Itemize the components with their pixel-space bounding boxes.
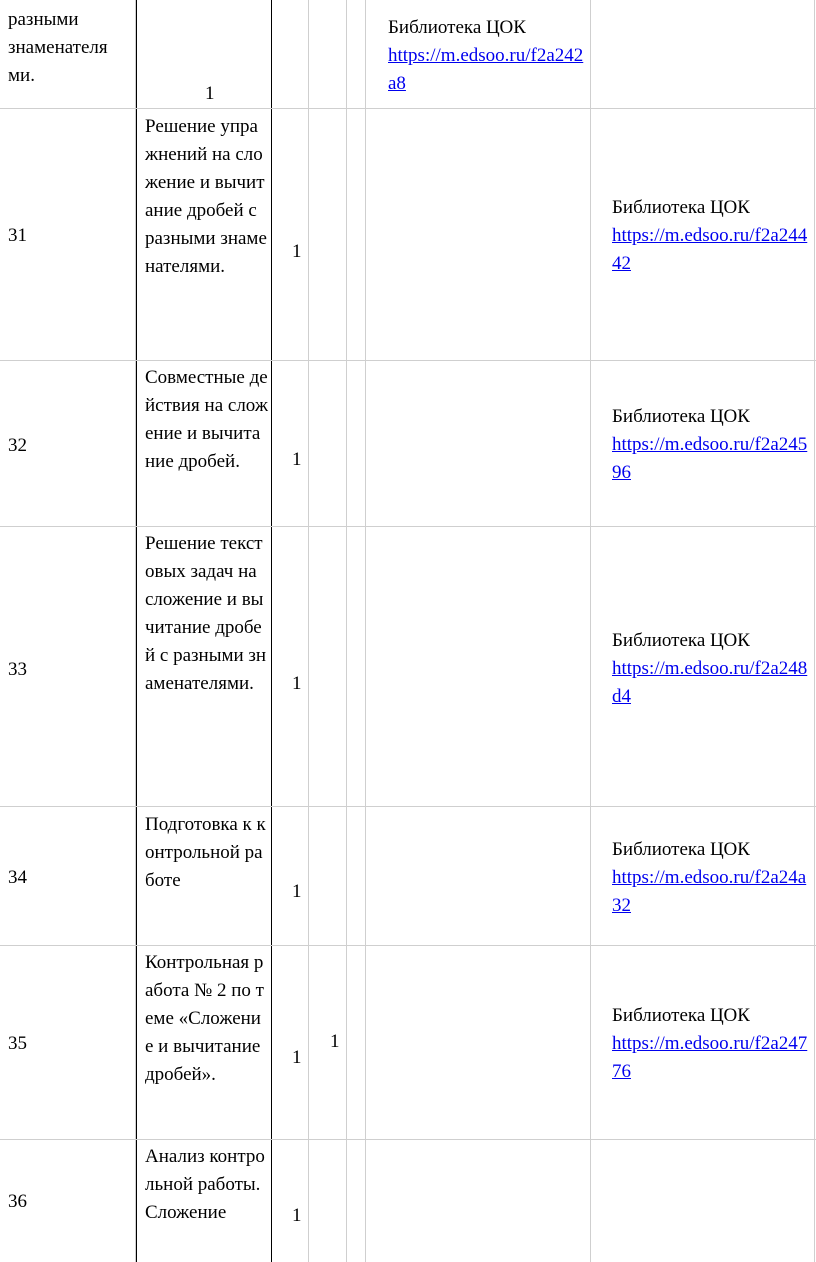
row-divider <box>0 360 816 361</box>
row-hours: 1 <box>292 673 302 694</box>
row-resource <box>612 403 812 487</box>
top-row-topic-line: знаменателя <box>8 37 108 58</box>
resource-label: Библиотека ЦОК <box>612 1005 750 1026</box>
row-number: 31 <box>8 225 27 246</box>
row-resource <box>612 194 812 278</box>
topic-row-divider <box>136 108 272 109</box>
row-divider <box>0 108 816 109</box>
row-resource <box>612 627 812 711</box>
top-row-topic <box>8 6 133 90</box>
row-resource <box>612 1002 812 1086</box>
top-row-topic-line: ми. <box>8 65 35 86</box>
row-hours: 1 <box>292 241 302 262</box>
row-number: 36 <box>8 1191 27 1212</box>
resource-label: Библиотека ЦОК <box>612 839 750 860</box>
resource-label: Библиотека ЦОК <box>612 630 750 651</box>
top-row-topic-line: разными <box>8 9 79 30</box>
resource-link[interactable]: https://m.edsoo.ru/f2a24442 <box>612 225 808 274</box>
row-topic: Контрольная работа № 2 по теме «Сложение и вычитание дробей». <box>145 952 264 1085</box>
row-divider <box>0 806 816 807</box>
resource-link[interactable]: https://m.edsoo.ru/f2a24776 <box>612 1033 808 1082</box>
row-topic: Совместные действия на сложение и вычитание дробей. <box>145 367 268 472</box>
topic-row-divider <box>136 360 272 361</box>
row-divider <box>0 945 816 946</box>
row-number: 35 <box>8 1033 27 1054</box>
resource-label: Библиотека ЦОК <box>612 406 750 427</box>
row-hours: 1 <box>292 1047 302 1068</box>
row-number: 33 <box>8 659 27 680</box>
row-hours: 1 <box>292 449 302 470</box>
row-topic: Подготовка к контрольной работе <box>145 814 266 891</box>
resource-link[interactable]: https://m.edsoo.ru/f2a24a32 <box>612 867 807 916</box>
column-divider <box>365 0 366 1262</box>
topic-row-divider <box>136 806 272 807</box>
row-hours: 1 <box>292 881 302 902</box>
row-number: 34 <box>8 867 27 888</box>
resource-label: Библиотека ЦОК <box>612 197 750 218</box>
row-topic: Решение текстовых задач на сложение и вычитание дробей с разными знаменателями. <box>145 533 267 694</box>
row-hours: 1 <box>292 1205 302 1226</box>
column-divider <box>346 0 347 1262</box>
row-number: 32 <box>8 435 27 456</box>
column-divider <box>308 0 309 1262</box>
column-divider <box>814 0 815 1262</box>
topic-row-divider <box>136 526 272 527</box>
row-topic: Анализ контрольной работы. Сложение <box>145 1146 265 1223</box>
resource-link[interactable]: https://m.edsoo.ru/f2a242a8 <box>388 45 584 94</box>
column-divider <box>590 0 591 1262</box>
row-divider <box>0 1139 816 1140</box>
topic-row-divider <box>136 1139 272 1140</box>
resource-link[interactable]: https://m.edsoo.ru/f2a248d4 <box>612 658 808 707</box>
resource-link[interactable]: https://m.edsoo.ru/f2a24596 <box>612 434 808 483</box>
row-topic: Решение упражнений на сложение и вычитание дробей с разными знаменателями. <box>145 116 267 277</box>
row-divider <box>0 526 816 527</box>
topic-row-divider <box>136 945 272 946</box>
row-test-hours: 1 <box>330 1031 340 1052</box>
row-resource <box>612 836 812 920</box>
topic-border-left <box>136 0 137 1262</box>
top-row-hours: 1 <box>205 83 215 104</box>
top-row-resource <box>388 14 588 98</box>
resource-label: Библиотека ЦОК <box>388 17 526 38</box>
topic-border-right <box>271 0 272 1262</box>
